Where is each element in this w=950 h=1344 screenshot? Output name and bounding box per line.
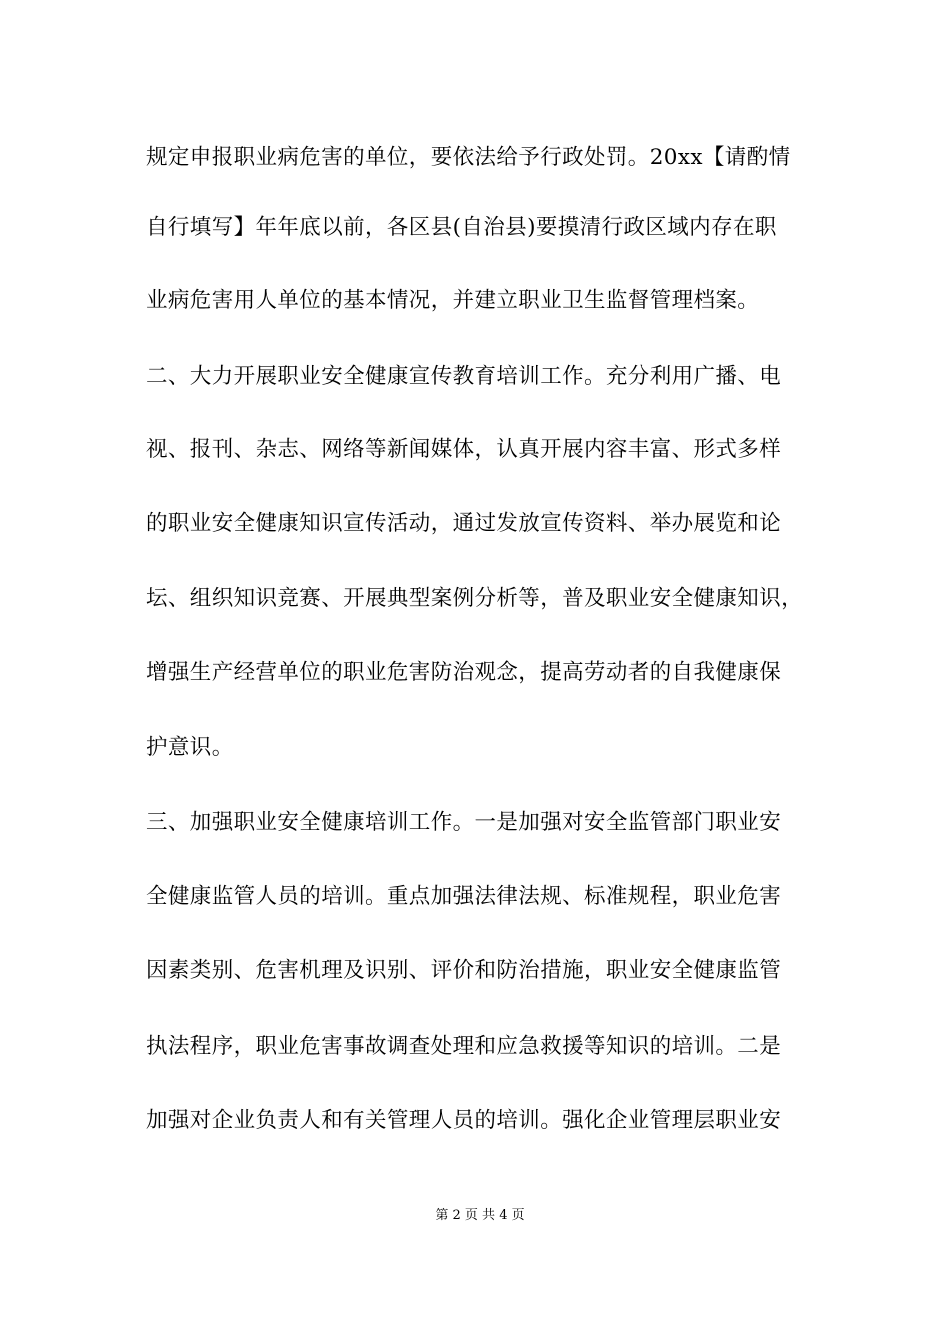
text-line: 规定申报职业病危害的单位，要依法给予行政处罚。20xx【请酌情 [146,145,791,170]
text-line: 因素类别、危害机理及识别、评价和防治措施，职业安全健康监管 [146,958,782,983]
text-line: 坛、组织知识竞赛、开展典型案例分析等，普及职业安全健康知识， [146,586,804,611]
text-line: 的职业安全健康知识宣传活动，通过发放宣传资料、举办展览和论 [146,511,782,536]
text-line: 业病危害用人单位的基本情况，并建立职业卫生监督管理档案。 [146,288,760,313]
text-line: 增强生产经营单位的职业危害防治观念，提高劳动者的自我健康保 [146,660,782,685]
text-line: 二、大力开展职业安全健康宣传教育培训工作。充分利用广播、电 [146,364,782,389]
page-number: 第 2 页 共 4 页 [435,1208,525,1223]
text-line: 三、加强职业安全健康培训工作。一是加强对安全监管部门职业安 [146,810,782,835]
text-line: 执法程序，职业危害事故调查处理和应急救援等知识的培训。二是 [146,1034,782,1059]
text-line: 自行填写】年年底以前，各区县(自治县)要摸清行政区域内存在职 [146,215,777,240]
text-line: 加强对企业负责人和有关管理人员的培训。强化企业管理层职业安 [146,1108,782,1133]
text-line: 视、报刊、杂志、网络等新闻媒体，认真开展内容丰富、形式多样 [146,437,782,462]
text-line: 护意识。 [146,735,234,760]
text-line: 全健康监管人员的培训。重点加强法律法规、标准规程，职业危害 [146,884,782,909]
